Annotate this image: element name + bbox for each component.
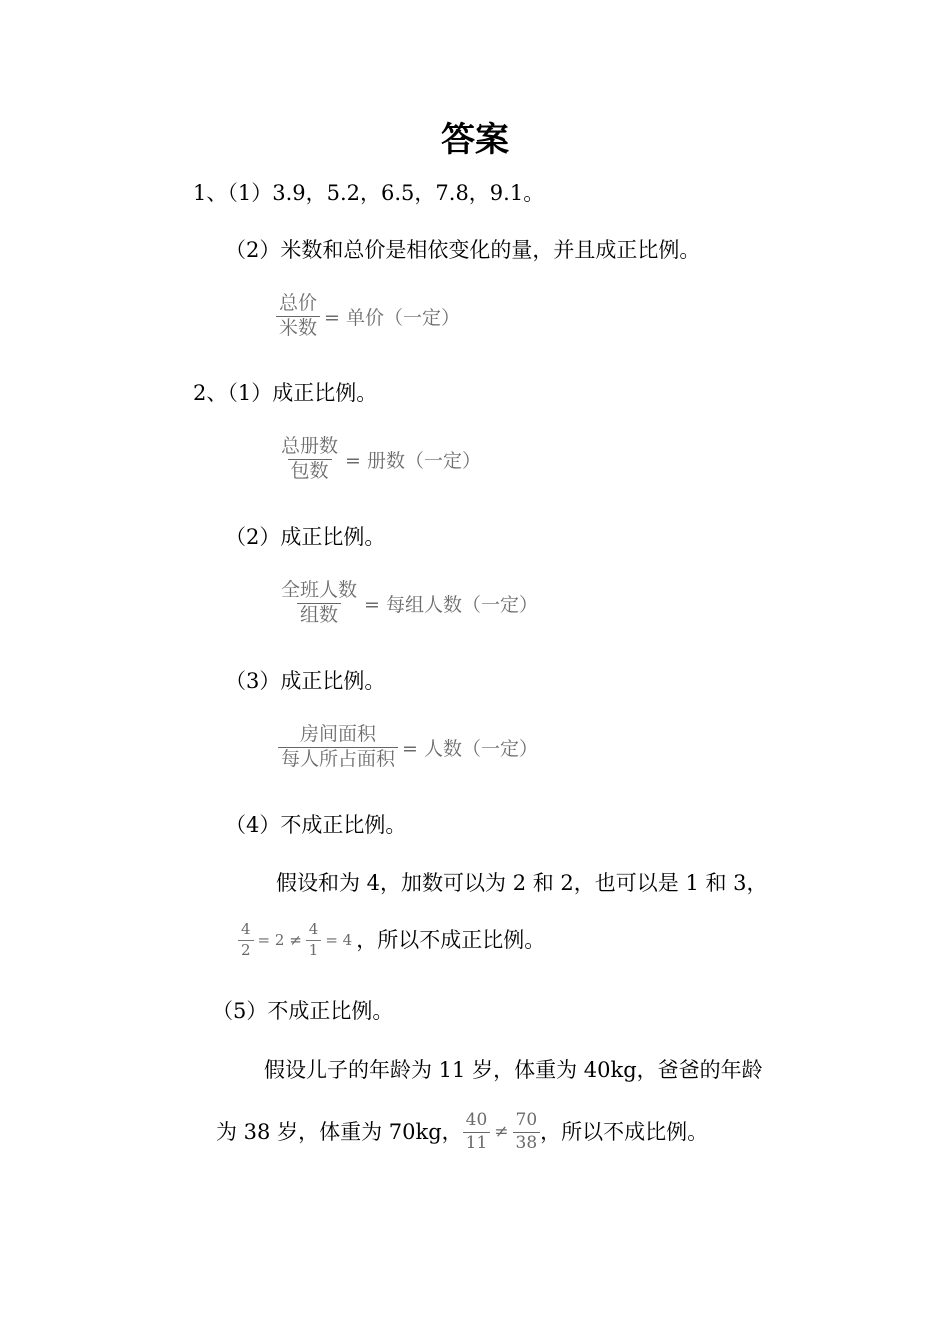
formula-books-per-pack xyxy=(278,437,481,482)
denominator: 包数 xyxy=(288,459,332,482)
operator: ≠ xyxy=(494,1122,509,1143)
numerator: 总价 xyxy=(279,292,318,314)
inequality-formula xyxy=(463,1112,541,1153)
numerator: 40 xyxy=(465,1110,488,1130)
formula-unit-price xyxy=(276,294,460,339)
denominator: 38 xyxy=(513,1132,541,1153)
fraction xyxy=(278,581,360,626)
answer-2-part-5-explanation-1: 假设儿子的年龄为 11 岁，体重为 40kg，爸爸的年龄 xyxy=(264,1058,763,1082)
answer-2-part-5: （5）不成正比例。 xyxy=(212,999,394,1023)
answer-1-part-1: 1、（1）3.9，5.2，6.5，7.8，9.1。 xyxy=(193,181,545,205)
numerator: 4 xyxy=(308,920,319,938)
inequality-formula xyxy=(238,922,356,959)
numerator: 房间面积 xyxy=(300,723,377,745)
answer-2-part-4-math-line xyxy=(238,922,545,959)
answer-2-part-1: 2、（1）成正比例。 xyxy=(193,381,378,405)
conclusion-text: ，所以不成正比例。 xyxy=(356,928,546,953)
operator: = 2 ≠ xyxy=(257,931,302,950)
numerator: 70 xyxy=(515,1110,538,1130)
denominator: 1 xyxy=(306,940,322,959)
formula-result: = 单价（一定） xyxy=(324,306,460,329)
answer-2-part-4: （4）不成正比例。 xyxy=(225,813,407,837)
formula-result: = 每组人数（一定） xyxy=(364,593,538,616)
numerator: 全班人数 xyxy=(281,579,358,601)
fraction xyxy=(278,725,398,770)
operator: = 4 xyxy=(325,931,353,950)
answer-2-part-5-math-line xyxy=(216,1112,708,1153)
conclusion-text: ，所以不成比例。 xyxy=(540,1120,709,1145)
denominator: 每人所占面积 xyxy=(278,747,398,770)
answer-2-part-4-explanation: 假设和为 4，加数可以为 2 和 2，也可以是 1 和 3， xyxy=(276,871,768,895)
formula-people-per-group xyxy=(278,581,538,626)
denominator: 11 xyxy=(463,1132,491,1153)
numerator: 总册数 xyxy=(281,435,339,457)
fraction xyxy=(276,294,320,339)
answer-2-part-3: （3）成正比例。 xyxy=(225,669,386,693)
fraction xyxy=(238,922,254,959)
page-title: 答案 xyxy=(441,120,509,160)
fraction xyxy=(513,1112,541,1153)
numerator: 4 xyxy=(241,920,251,938)
denominator: 米数 xyxy=(276,316,320,339)
fraction xyxy=(306,922,322,959)
denominator: 2 xyxy=(238,940,254,959)
fraction xyxy=(278,437,341,482)
formula-result: = 册数（一定） xyxy=(345,449,481,472)
formula-result: = 人数（一定） xyxy=(402,737,538,760)
denominator: 组数 xyxy=(297,603,341,626)
answer-1-part-2: （2）米数和总价是相依变化的量，并且成正比例。 xyxy=(225,238,701,262)
explanation-text: 为 38 岁，体重为 70kg， xyxy=(216,1120,463,1145)
fraction xyxy=(463,1112,491,1153)
formula-number-of-people xyxy=(278,725,538,770)
answer-2-part-2: （2）成正比例。 xyxy=(225,525,386,549)
